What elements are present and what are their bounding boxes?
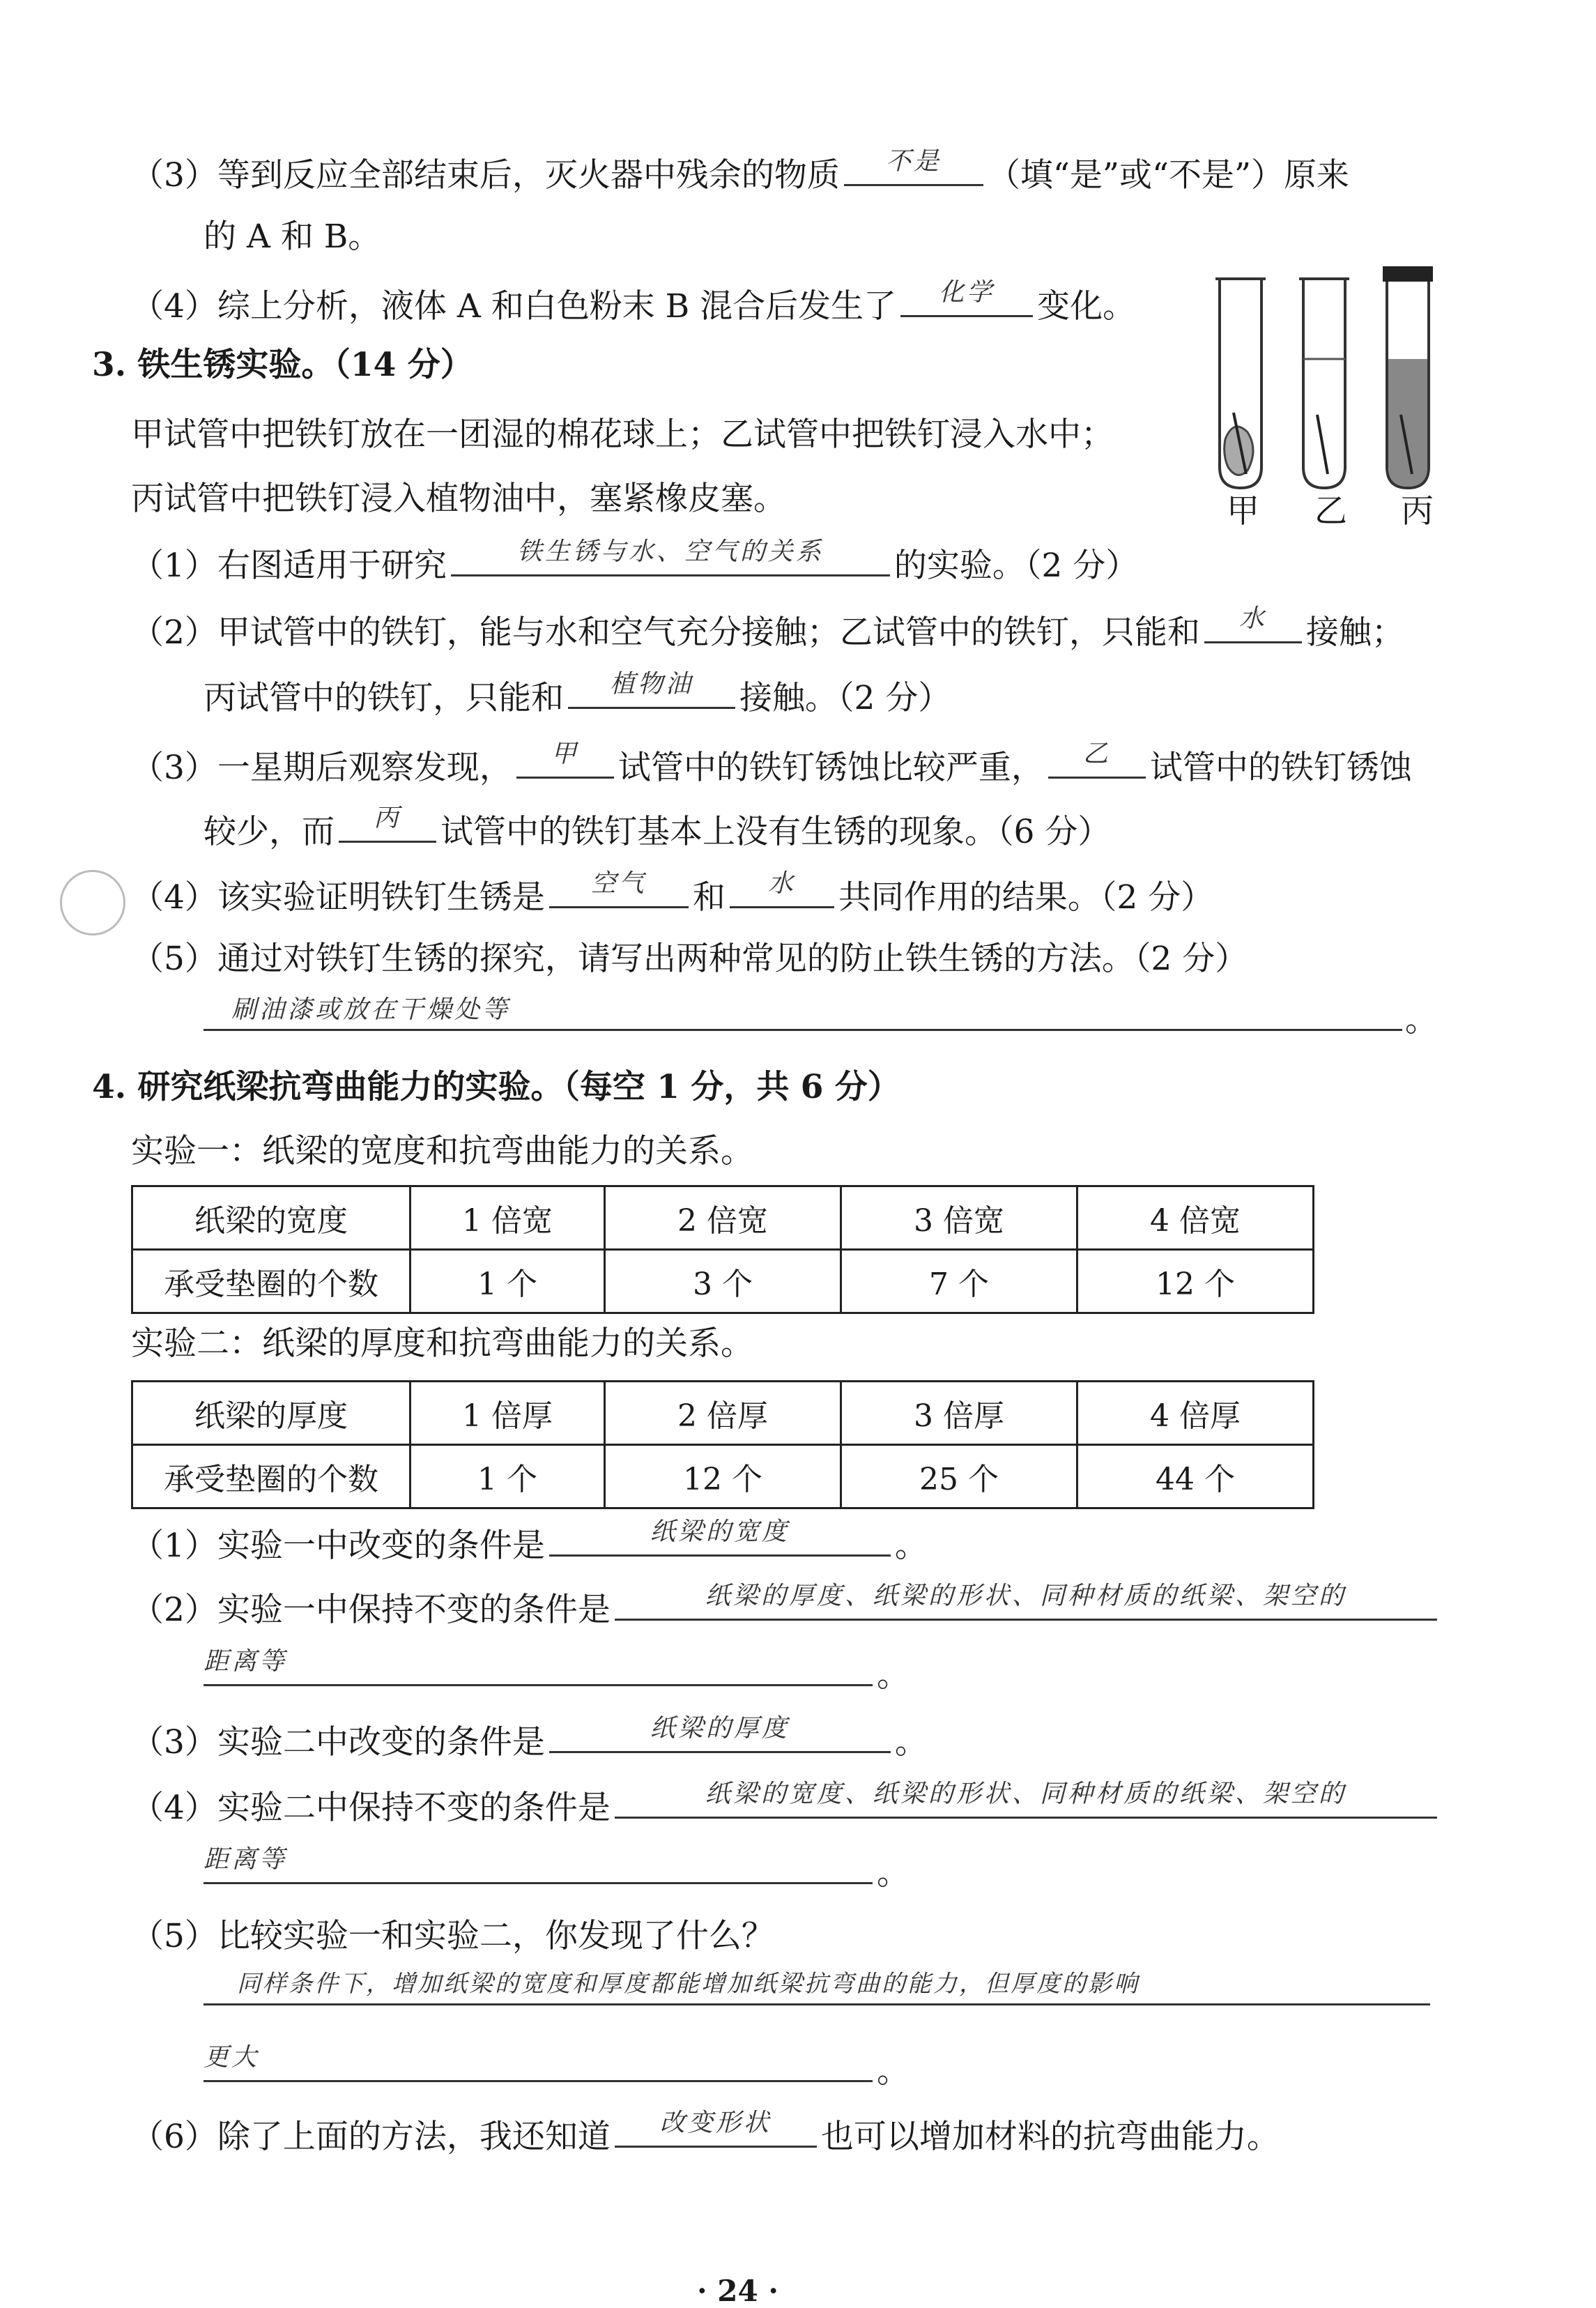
answer-blank[interactable]: 化学 (900, 283, 1033, 317)
tube-jia (1215, 279, 1266, 488)
tube-label-bing: 丙 (1401, 492, 1434, 530)
table-row (132, 1250, 1314, 1313)
test-tubes-figure (1199, 265, 1464, 530)
page-number: · 24 · (697, 2274, 778, 2308)
table-cell: 1 个 (410, 1250, 605, 1313)
answer-blank[interactable]: 纸梁的宽度、纸梁的形状、同种材质的纸梁、架空的 (615, 1785, 1437, 1819)
q3-part2-line1: （2）甲试管中的铁钉，能与水和空气充分接触；乙试管中的铁钉，只能和 水 接触； (131, 604, 1404, 652)
q4-exp1-title: 实验一：纸梁的宽度和抗弯曲能力的关系。 (131, 1132, 753, 1170)
q4-part5-line2: 更大 。 (204, 2043, 910, 2091)
table-cell: 3 个 (605, 1250, 841, 1313)
answer-blank[interactable]: 改变形状 (615, 2114, 817, 2148)
answer-blank[interactable]: 甲 (516, 744, 614, 779)
q4-heading: 4. 研究纸梁抗弯曲能力的实验。（每空 1 分，共 6 分） (92, 1068, 900, 1106)
answer-blank[interactable]: 距离等 (204, 1652, 873, 1686)
q3-part5-end: 。 (1405, 1001, 1438, 1039)
table-cell: 12 个 (1077, 1250, 1314, 1313)
table-cell: 25 个 (841, 1445, 1077, 1508)
q3-part5-answer-line[interactable]: 刷油漆或放在干燥处等 (204, 990, 1402, 1031)
table-exp1 (131, 1185, 1314, 1314)
q4-part4-line1: （4）实验二中保持不变的条件是 纸梁的宽度、纸梁的形状、同种材质的纸梁、架空的 (131, 1785, 1441, 1828)
table-header-cell: 2 倍厚 (605, 1382, 841, 1445)
table-header-cell: 3 倍宽 (841, 1186, 1077, 1250)
table-header-cell: 1 倍厚 (410, 1382, 605, 1445)
tube-yi (1299, 279, 1349, 488)
q4-part5: （5）比较实验一和实验二，你发现了什么？ (131, 1917, 774, 1955)
answer-blank[interactable]: 纸梁的厚度 (549, 1719, 891, 1753)
table-cell: 7 个 (841, 1250, 1077, 1313)
answer-blank[interactable]: 空气 (549, 874, 689, 908)
tube-label-jia: 甲 (1227, 492, 1259, 530)
table-header-cell: 纸梁的宽度 (132, 1186, 410, 1250)
answer-blank[interactable]: 纸梁的宽度 (549, 1522, 891, 1557)
q2-part3-line2: 的 A 和 B。 (204, 217, 381, 256)
table-row (132, 1382, 1314, 1445)
q3-heading: 3. 铁生锈实验。（14 分） (92, 346, 473, 384)
q2-part4: （4）综上分析，液体 A 和白色粉末 B 混合后发生了 化学 变化。 (131, 278, 1136, 326)
tube-label-yi: 乙 (1314, 492, 1347, 530)
q4-part1: （1）实验一中改变的条件是 纸梁的宽度 。 (131, 1518, 928, 1565)
q3-part2-line2: 丙试管中的铁钉，只能和 植物油 接触。（2 分） (204, 670, 951, 717)
table-row (132, 1445, 1314, 1508)
table-header-cell: 纸梁的厚度 (132, 1382, 410, 1445)
q4-part2-line1: （2）实验一中保持不变的条件是 纸梁的厚度、纸梁的形状、同种材质的纸梁、架空的 (131, 1587, 1441, 1630)
q3-part1: （1）右图适用于研究 铁生锈与水、空气的关系 的实验。（2 分） (131, 537, 1139, 585)
table-cell: 12 个 (605, 1445, 841, 1508)
table-cell: 承受垫圈的个数 (132, 1445, 410, 1508)
q3-part4: （4）该实验证明铁钉生锈是 空气 和 水 共同作用的结果。（2 分） (131, 869, 1214, 917)
q4-part2-line2: 距离等 。 (204, 1647, 910, 1695)
q4-part4-line2: 距离等 。 (204, 1845, 910, 1893)
answer-blank[interactable]: 丙 (339, 809, 436, 843)
answer-blank[interactable]: 不是 (844, 152, 983, 186)
table-header-cell: 4 倍厚 (1077, 1382, 1314, 1445)
answer-blank[interactable]: 植物油 (568, 675, 735, 709)
q4-exp2-title: 实验二：纸梁的厚度和抗弯曲能力的关系。 (131, 1324, 753, 1363)
answer-blank[interactable]: 更大 (204, 2048, 873, 2082)
table-cell: 承受垫圈的个数 (132, 1250, 410, 1313)
answer-blank[interactable]: 乙 (1048, 744, 1146, 779)
table-cell: 44 个 (1077, 1445, 1314, 1508)
q3-part3-line1: （3）一星期后观察发现， 甲 试管中的铁钉锈蚀比较严重， 乙 试管中的铁钉锈蚀 (131, 740, 1412, 787)
table-header-cell: 2 倍宽 (605, 1186, 841, 1250)
table-header-cell: 4 倍宽 (1077, 1186, 1314, 1250)
q2-part3-line1: （3）等到反应全部结束后，灭火器中残余的物质 不是 （填“是”或“不是”）原来 (131, 147, 1350, 194)
q3-intro-line1: 甲试管中把铁钉放在一团湿的棉花球上；乙试管中把铁钉浸入水中； (131, 415, 1114, 454)
answer-blank[interactable]: 水 (1204, 609, 1302, 643)
q3-part3-line2: 较少，而 丙 试管中的铁钉基本上没有生锈的现象。（6 分） (204, 804, 1111, 851)
answer-blank[interactable]: 水 (730, 874, 834, 908)
q3-part5: （5）通过对铁钉生锈的探究，请写出两种常见的防止铁生锈的方法。（2 分） (131, 940, 1248, 978)
q4-part6: （6）除了上面的方法，我还知道 改变形状 也可以增加材料的抗弯曲能力。 (131, 2109, 1280, 2156)
tube-bing (1383, 266, 1433, 488)
q4-part5-answer-line1[interactable]: 同样条件下，增加纸梁的宽度和厚度都能增加纸梁抗弯曲的能力，但厚度的影响 (204, 1964, 1430, 2005)
table-exp2 (131, 1380, 1314, 1509)
q3-intro-line2: 丙试管中把铁钉浸入植物油中，塞紧橡皮塞。 (131, 480, 786, 518)
table-header-cell: 3 倍厚 (841, 1382, 1077, 1445)
table-header-cell: 1 倍宽 (410, 1186, 605, 1250)
watermark-stamp (60, 870, 125, 935)
answer-blank[interactable]: 距离等 (204, 1850, 873, 1884)
answer-blank[interactable]: 纸梁的厚度、纸梁的形状、同种材质的纸梁、架空的 (615, 1587, 1437, 1621)
table-row (132, 1186, 1314, 1250)
table-cell: 1 个 (410, 1445, 605, 1508)
q4-part3: （3）实验二中改变的条件是 纸梁的厚度 。 (131, 1714, 928, 1761)
answer-blank[interactable]: 铁生锈与水、空气的关系 (451, 542, 890, 576)
